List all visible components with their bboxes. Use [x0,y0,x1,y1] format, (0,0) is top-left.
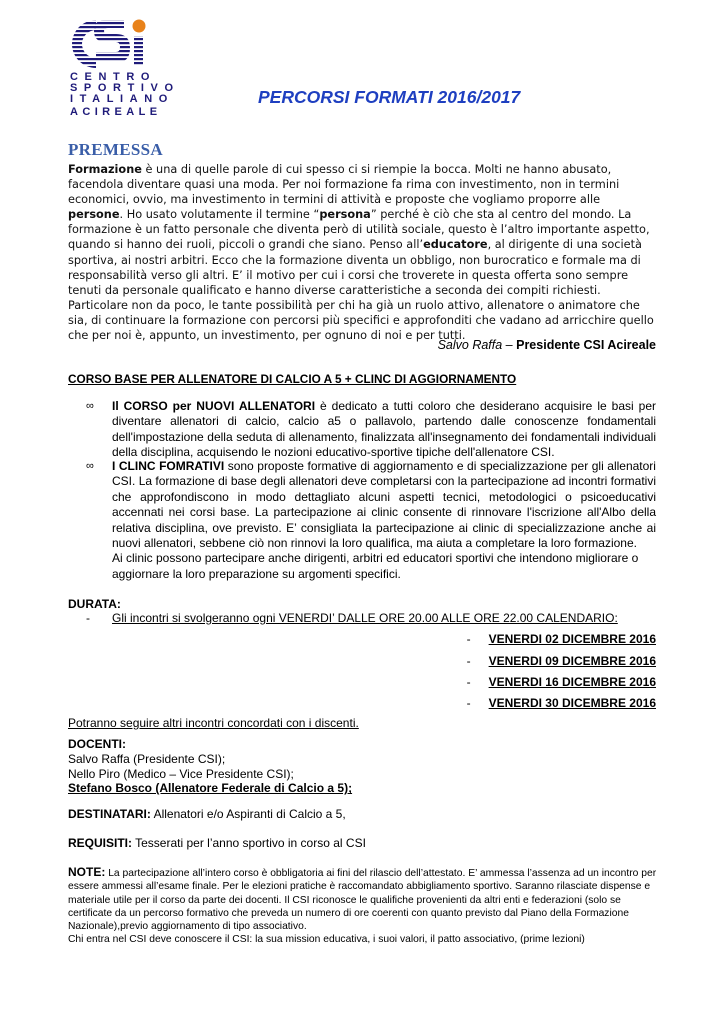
durata-text: Gli incontri si svolgeranno ogni VENERDI’ DALLE ORE 20.00 ALLE ORE 22.00 CALENDARIO: [112,611,618,625]
dash: - [466,654,471,668]
docente-item: Salvo Raffa (Presidente CSI); [68,751,226,766]
requisiti-text: Tesserati per l’anno sportivo in corso al CSI [132,836,366,850]
document-title: PERCORSI FORMATI 2016/2017 [258,87,521,107]
docente-item: Nello Piro (Medico – Vice Presidente CSI); [68,766,294,781]
bullet-title: Il CORSO per NUOVI ALLENATORI [112,399,316,413]
destinatari-label: DESTINATARI: [68,807,151,821]
csi-logo [66,14,180,118]
docente-item-highlight: Stefano Bosco (Allenatore Federale di Calcio a 5); [68,781,353,796]
requisiti-label: REQUISITI: [68,836,133,850]
bullet-body: è dedicato a tutti coloro che desiderano acquisire le basi per diventare allenatori di calcio, calcio a5 o pallavolo, partendo dalle conoscenze fondamentali dell'impostazione della seduta di allenamento, finalizzata all'insegnamento dei fondamentali individuali della disciplina, acquisendo le nozioni educativo-sportive tipiche dell'allenatore CSI. [112,399,656,460]
date-text: VENERDI 30 DICEMBRE 2016 [488,696,656,710]
docenti-label: DOCENTI: [68,737,126,751]
date-text: VENERDI 16 DICEMBRE 2016 [488,675,656,689]
date-text: VENERDI 09 DICEMBRE 2016 [488,654,656,668]
dash: - [466,696,471,710]
dash: - [466,675,471,689]
keyword-formazione: Formazione [68,163,142,176]
bullet-body: sono proposte formative di aggiornamento e di specializzazione per gli allenatori CSI. La formazione di base degli allenatori deve completarsi con la partecipazione ad incontri formativi che approfondiscono in modo dettagliato alcuni aspetti tecnici, metodologici o psicoeducativi accennati nei corsi base. La partecipazione ai clinic consente di rinnovare l'iscrizione all'Albo della relativa disciplina, ove previsto. E’ consigliata la partecipazione ai clinic di specializzazione anche ai nuovi allenatori, sebbene ciò non rinnovi la loro qualifica, ma aiuta a completare la loro formazione. [112,459,656,551]
infinity-bullet-icon: ∞ [86,460,94,472]
bullet-item [86,399,656,461]
keyword-educatore: educatore [423,238,488,252]
keyword-persona: persona [319,208,371,222]
note-label: NOTE: [68,865,106,879]
destinatari-text: Allenatori e/o Aspiranti di Calcio a 5, [150,807,346,821]
signature-name: Salvo Raffa [437,338,503,352]
destinatari-line [68,807,346,821]
dash: - [466,632,471,646]
durata-label: DURATA: [68,597,121,611]
premessa-heading: PREMESSA [68,140,163,159]
premessa-paragraph [68,162,658,343]
signature [438,338,656,352]
premessa-text-b: . Ho usato volutamente il termine “ [119,208,320,222]
logo-line-3: ITALIANO [70,93,174,105]
date-item [467,696,656,710]
requisiti-line [68,836,366,850]
ball-icon [133,20,146,33]
durata-line [86,611,618,625]
logo-line-2: SPORTIVO [70,82,180,94]
extra-meetings-line: Potranno seguire altri incontri concordati con i discenti. [68,716,359,730]
dash: - [86,611,90,625]
csi-logo-mark [66,14,150,72]
date-item [467,632,656,646]
logo-line-1: CENTRO [70,71,157,83]
note-section [68,866,660,947]
signature-separator: – [502,338,517,352]
docenti-section [68,737,352,796]
bullet-item [86,459,656,582]
logo-line-4: ACIREALE [70,106,162,118]
premessa-text-d: , al dirigente di una società sportiva, ai nostri arbitri. Ecco che la formazione diventa un obbligo, non burocratico e formale ma di responsabilità verso gli altri. E’ il motivo per cui i corsi che troverete in questa offerta sono sempre tenuti da personale qualificato e hanno diverse caratteristiche a seconda dei compiti richiesti. Particolare non da poco, le tante possibilità per chi ha già un ruolo attivo, allenatore o animatore che sia, di continuare la formazione con percorsi più specifici e approfonditi che vadano ad arricchire quello che per noi è, appunto, un investimento, per ognuno di noi e per tutti. [68,238,654,343]
premessa-text-a: è una di quelle parole di cui spesso ci si riempie la bocca. Molti ne hanno abusato, facendola diventare quasi una moda. Per noi formazione fa rima con investimento, non in termini economici, ovvio, ma investimento in termini di attività e proposte che vogliamo proporre alle [68,163,620,207]
note-text: La partecipazione all’intero corso è obbligatoria ai fini del rilascio dell’attestato. E’ ammessa l’assenza ad un incontro per essere ammessi all’esame finale. Per le elezioni pratiche è raccomandato abbigliamento sportivo. Saranno rilasciate dispense e materiale utile per il corso da parte dei docenti. Il CSI riconosce le qualifiche provenienti da altri enti e federazioni (solo se certificate da un percorso formativo che preveda un numero di ore coerenti con quanto previsto dal Piano della Formazione Nazionale),previo aggiornamento di tipo associativo. [68,868,657,933]
date-item [467,654,656,668]
infinity-bullet-icon: ∞ [86,400,94,412]
bullet-extra: Ai clinic possono partecipare anche dirigenti, arbitri ed educatori sportivi che intendono migliorare o aggiornare la loro preparazione su argomenti specifici. [112,551,639,581]
date-text: VENERDI 02 DICEMBRE 2016 [488,632,656,646]
note-last-line: Chi entra nel CSI deve conoscere il CSI: la sua mission educativa, i suoi valori, il patto associativo, (prime lezioni) [68,934,585,946]
course-title: CORSO BASE PER ALLENATORE DI CALCIO A 5 + CLINC DI AGGIORNAMENTO [68,372,517,386]
keyword-persone: persone [68,208,120,222]
premessa-text-c: ” perché è ciò che sta al centro del mondo. La formazione è un fatto personale che diventa però di utilità sociale, questo è l’altro importante aspetto, quando si hanno dei ruoli, piccoli o grandi che siano. Penso all’ [68,208,650,252]
signature-role: Presidente CSI Acireale [516,338,656,352]
date-item [467,675,656,689]
bullet-title: I CLINC FOMRATIVI [112,459,225,473]
